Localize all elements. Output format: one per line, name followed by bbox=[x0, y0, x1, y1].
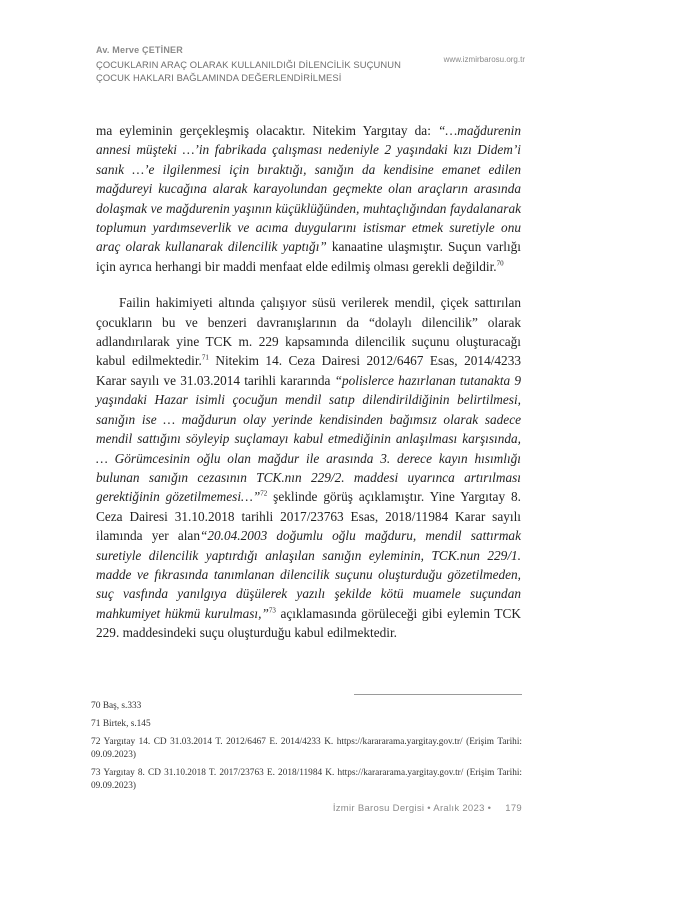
text-run: açıklamasında görüleceği gibi eylemin TCK 229. maddesindeki suçu oluşturduğu kabul edilmektedir. bbox=[96, 605, 521, 641]
text-run: Failin hakimiyeti altında çalışıyor süsü verilerek mendil, çiçek sattırılan çocukların bu ve benzeri davranışlarının da “dolaylı dilencilik” olarak adlandırılarak yine TCK m. 229 kapsamında dilencilik suçunu oluşturacağı kabul edilmektedir. bbox=[96, 295, 521, 369]
footnote-text: Yargıtay 8. CD 31.10.2018 T. 2017/23763 E. 2018/11984 K. https://karararama.yargitay.gov.tr/ (Erişim Tarihi: 09.09.2023) bbox=[91, 768, 523, 791]
running-header bbox=[96, 45, 526, 84]
article-title-line-1: ÇOCUKLARIN ARAÇ OLARAK KULLANILDIĞI DİLENCİLİK SUÇUNUN bbox=[96, 59, 401, 70]
footnote-ref-73: 73 bbox=[268, 606, 276, 615]
journal-name: İzmir Barosu Dergisi • Aralık 2023 • bbox=[332, 803, 492, 814]
footnote-text: Birtek, s.145 bbox=[102, 719, 151, 729]
footnotes bbox=[91, 700, 522, 798]
footnote-number: 70 bbox=[91, 701, 101, 711]
text-run: Nitekim 14. Ceza Dairesi 2012/6467 Esas, 2014/4233 Karar sayılı ve 31.03.2014 tarihli kararında bbox=[96, 353, 522, 388]
page-number: 179 bbox=[505, 803, 522, 814]
court-quote: “…mağdurenin annesi müşteki …’in fabrikada çalışması nedeniyle 2 yaşındaki kızı Didem’i sanık …’e ilgilenmesi için bıraktığı, sanığın da kendisine emanet edilen mağdureyi kucağına alarak karayolundan geçmekte olan araçların arasında dolaşmak ve mağdurenin yaşının küçüklüğünden, muhtaçlığından faydalanarak toplumun yardımseverlik ve acıma duygularını istismar etmek suretiyle onu araç olarak kullanarak dilencilik yaptığı” bbox=[96, 123, 521, 255]
footnote-text: Baş, s.333 bbox=[102, 701, 142, 711]
footnote-ref-71: 71 bbox=[201, 354, 209, 363]
footnote bbox=[91, 700, 522, 713]
article-title-line-2: ÇOCUK HAKLARI BAĞLAMINDA DEĞERLENDİRİLMESİ bbox=[96, 71, 342, 83]
footnote-number: 71 bbox=[91, 719, 101, 729]
footnote-ref-70: 70 bbox=[496, 259, 504, 268]
footnote-divider bbox=[354, 694, 522, 695]
paragraph-1 bbox=[96, 121, 521, 276]
court-quote: “20.04.2003 doğumlu oğlu mağduru, mendil sattırmak suretiyle dilencilik yaptırdığı anlaşılan sanığın eyleminin, TCK.nun 229/1. madde ve fıkrasında tanımlanan dilencilik suçunu oluşturduğu gözetilmeden, suç vasfında yanılgıya düşülerek yazılı şekilde kötü muamele suçundan mahkumiyet hükmü kurulması,” bbox=[96, 528, 521, 621]
footnote bbox=[91, 767, 522, 793]
body-text bbox=[96, 121, 521, 643]
footnote bbox=[91, 736, 522, 762]
author-name: Av. Merve ÇETİNER bbox=[96, 45, 183, 55]
text-run: kanaatine ulaşmıştır. Suçun varlığı için ayrıca herhangi bir maddi menfaat elde edilmiş olması gerekli değildir. bbox=[96, 239, 521, 274]
footnote-text: Yargıtay 14. CD 31.03.2014 T. 2012/6467 E. 2014/4233 K. https://karararama.yargitay.gov.tr/ (Erişim Tarihi: 09.09.2023) bbox=[91, 737, 523, 760]
page-footer bbox=[333, 803, 522, 814]
site-url: www.izmirbarosu.org.tr bbox=[443, 55, 525, 64]
footnote-number: 73 bbox=[91, 768, 101, 778]
court-quote: “polislerce hazırlanan tutanakta 9 yaşındaki Hazar isimli çocuğun mendil satıp dilendirildiğinin belirtilmesi, sanığın ise … mağdurun olay yerinde kendisinden bağımsız olarak sadece mendil sattığını söyleyip suçlamayı kabul etmediğinin anlaşılması karşısında, … Görümcesinin oğlu olan mağdur ile arasında 3. derece kayın hısımlığı bulunan sanığın cezasının TCK.nın 229/2. maddesi uyarınca artırılması gerektiğinin gözetilmemesi…” bbox=[96, 372, 521, 505]
paragraph-2 bbox=[96, 293, 521, 642]
footnote bbox=[91, 718, 522, 731]
footnote-ref-72: 72 bbox=[260, 489, 268, 498]
text-run: şeklinde görüş açıklamıştır. Yine Yargıtay 8. Ceza Dairesi 31.10.2018 tarihli 2017/23763 Esas, 2018/11984 Karar sayılı ilamında yer alan bbox=[96, 489, 521, 544]
text-run: ma eyleminin gerçekleşmiş olacaktır. Nitekim Yargıtay da: bbox=[96, 123, 438, 138]
footnote-number: 72 bbox=[91, 737, 101, 747]
